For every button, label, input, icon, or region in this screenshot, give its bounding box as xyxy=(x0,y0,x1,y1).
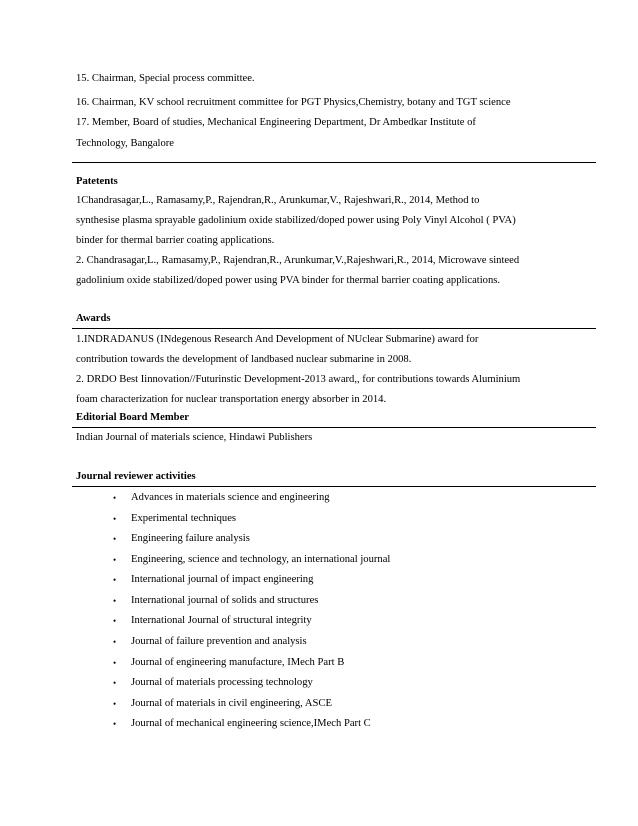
bullet-icon: • xyxy=(113,637,117,647)
list-item: Engineering failure analysis xyxy=(131,533,250,544)
list-item: Journal of mechanical engineering science,IMech Part C xyxy=(131,718,371,729)
award-line: foam characterization for nuclear transportation energy absorber in 2014. xyxy=(76,394,387,405)
patents-heading: Patetents xyxy=(76,176,118,187)
award-line: 2. DRDO Best Iinnovation//Futurinstic Development-2013 award,, for contributions towards Aluminium xyxy=(76,374,521,385)
editorial-text: Indian Journal of materials science, Hindawi Publishers xyxy=(76,432,313,443)
list-item: Engineering, science and technology, an international journal xyxy=(131,554,391,565)
bullet-icon: • xyxy=(113,514,117,524)
list-item: Journal of materials in civil engineering, ASCE xyxy=(131,698,332,709)
bullet-icon: • xyxy=(113,534,117,544)
section-divider xyxy=(72,162,596,163)
bullet-icon: • xyxy=(113,699,117,709)
bullet-icon: • xyxy=(113,616,117,626)
patent-line: synthesise plasma sprayable gadolinium oxide stabilized/doped power using Poly Vinyl Alcohol ( PVA) xyxy=(76,215,516,226)
list-item: International journal of solids and structures xyxy=(131,595,319,606)
bullet-icon: • xyxy=(113,596,117,606)
section-divider xyxy=(72,328,596,329)
bullet-icon: • xyxy=(113,555,117,565)
list-item: Advances in materials science and engineering xyxy=(131,492,330,503)
award-line: 1.INDRADANUS (INdegenous Research And Development of NUclear Submarine) award for xyxy=(76,334,479,345)
bullet-icon: • xyxy=(113,719,117,729)
award-line: contribution towards the development of landbased nuclear submarine in 2008. xyxy=(76,354,412,365)
list-item: Journal of failure prevention and analysis xyxy=(131,636,307,647)
patent-line: 1Chandrasagar,L., Ramasamy,P., Rajendran,R., Arunkumar,V., Rajeshwari,R., 2014, Method to xyxy=(76,195,480,206)
bullet-icon: • xyxy=(113,575,117,585)
committee-line: Technology, Bangalore xyxy=(76,138,175,149)
patent-line: gadolinium oxide stabilized/doped power using PVA binder for thermal barrier coating applications. xyxy=(76,275,501,286)
bullet-icon: • xyxy=(113,678,117,688)
committee-line: 17. Member, Board of studies, Mechanical Engineering Department, Dr Ambedkar Institute of xyxy=(76,117,476,128)
editorial-heading: Editorial Board Member xyxy=(76,412,189,423)
list-item: Experimental techniques xyxy=(131,513,237,524)
list-item: International journal of impact engineering xyxy=(131,574,314,585)
list-item: International Journal of structural integrity xyxy=(131,615,312,626)
patent-line: binder for thermal barrier coating applications. xyxy=(76,235,275,246)
bullet-icon: • xyxy=(113,658,117,668)
committee-line: 15. Chairman, Special process committee. xyxy=(76,73,255,84)
reviewer-heading: Journal reviewer activities xyxy=(76,471,196,482)
awards-heading: Awards xyxy=(76,313,111,324)
committee-line: 16. Chairman, KV school recruitment committee for PGT Physics,Chemistry, botany and TGT science xyxy=(76,97,511,108)
list-item: Journal of materials processing technology xyxy=(131,677,313,688)
patent-line: 2. Chandrasagar,L., Ramasamy,P., Rajendran,R., Arunkumar,V.,Rajeshwari,R., 2014, Microwave sinteed xyxy=(76,255,520,266)
section-divider xyxy=(72,427,596,428)
section-divider xyxy=(72,486,596,487)
bullet-icon: • xyxy=(113,493,117,503)
list-item: Journal of engineering manufacture, IMech Part B xyxy=(131,657,345,668)
